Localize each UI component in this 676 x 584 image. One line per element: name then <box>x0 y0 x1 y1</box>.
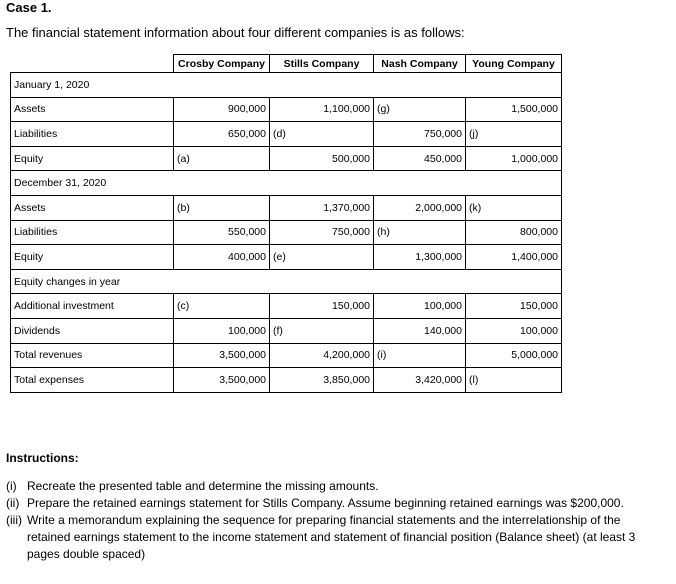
instruction-text: Recreate the presented table and determine the missing amounts. <box>27 479 379 493</box>
section-heading-row <box>11 269 562 294</box>
row-label: Assets <box>11 195 174 220</box>
cell-crosby: (b) <box>174 195 270 220</box>
instructions-list <box>6 478 666 563</box>
cell-nash: 750,000 <box>374 122 466 147</box>
cell-stills: 1,100,000 <box>270 97 374 122</box>
empty-cell <box>466 171 562 196</box>
cell-stills: 3,850,000 <box>270 368 374 393</box>
section-heading: January 1, 2020 <box>11 73 174 98</box>
row-label: Dividends <box>11 318 174 343</box>
instruction-number: (iii) <box>6 513 22 527</box>
cell-young: 1,000,000 <box>466 146 562 171</box>
table-row <box>11 122 562 147</box>
instruction-number: (i) <box>6 479 17 493</box>
instruction-text: Prepare the retained earnings statement for Stills Company. Assume beginning retained earnings was $200,000. <box>27 496 624 510</box>
cell-crosby: 650,000 <box>174 122 270 147</box>
empty-cell <box>466 269 562 294</box>
header-blank <box>11 55 174 73</box>
row-label: Liabilities <box>11 220 174 245</box>
empty-cell <box>374 73 466 98</box>
section-heading-row <box>11 73 562 98</box>
cell-stills: (f) <box>270 318 374 343</box>
cell-young: (j) <box>466 122 562 147</box>
table-row <box>11 146 562 171</box>
instruction-item <box>6 512 666 563</box>
cell-stills: 4,200,000 <box>270 343 374 368</box>
cell-crosby: 3,500,000 <box>174 343 270 368</box>
empty-cell <box>270 73 374 98</box>
empty-cell <box>374 171 466 196</box>
cell-stills: (d) <box>270 122 374 147</box>
financial-table <box>10 54 562 393</box>
table-row <box>11 220 562 245</box>
instruction-item <box>6 495 666 512</box>
cell-crosby: 100,000 <box>174 318 270 343</box>
table-header-row <box>11 55 562 73</box>
row-label: Total revenues <box>11 343 174 368</box>
empty-cell <box>174 73 270 98</box>
cell-nash: 3,420,000 <box>374 368 466 393</box>
row-label: Additional investment <box>11 294 174 319</box>
section-heading: Equity changes in year <box>11 269 174 294</box>
row-label: Equity <box>11 245 174 270</box>
cell-nash: (i) <box>374 343 466 368</box>
cell-crosby: 400,000 <box>174 245 270 270</box>
instruction-text: Write a memorandum explaining the sequence for preparing financial statements and the interrelationship of the retained earnings statement to the income statement and statement of financial position (Balance sheet) (at least 3 pages double spaced) <box>27 513 636 561</box>
cell-young: (k) <box>466 195 562 220</box>
section-heading: December 31, 2020 <box>11 171 174 196</box>
cell-stills: 1,370,000 <box>270 195 374 220</box>
row-label: Assets <box>11 97 174 122</box>
section-heading-row <box>11 171 562 196</box>
col-header-crosby: Crosby Company <box>174 55 270 73</box>
col-header-young: Young Company <box>466 55 562 73</box>
cell-young: 1,500,000 <box>466 97 562 122</box>
row-label: Liabilities <box>11 122 174 147</box>
table-row <box>11 195 562 220</box>
empty-cell <box>174 171 270 196</box>
row-label: Equity <box>11 146 174 171</box>
cell-nash: (g) <box>374 97 466 122</box>
empty-cell <box>374 269 466 294</box>
cell-young: 1,400,000 <box>466 245 562 270</box>
col-header-stills: Stills Company <box>270 55 374 73</box>
cell-crosby: 900,000 <box>174 97 270 122</box>
instruction-item <box>6 478 666 495</box>
cell-crosby: 550,000 <box>174 220 270 245</box>
case-title: Case 1. <box>6 0 52 15</box>
table-row <box>11 97 562 122</box>
cell-crosby: (a) <box>174 146 270 171</box>
cell-young: (l) <box>466 368 562 393</box>
cell-stills: 750,000 <box>270 220 374 245</box>
empty-cell <box>466 73 562 98</box>
cell-crosby: 3,500,000 <box>174 368 270 393</box>
cell-stills: (e) <box>270 245 374 270</box>
cell-nash: 100,000 <box>374 294 466 319</box>
col-header-nash: Nash Company <box>374 55 466 73</box>
cell-stills: 150,000 <box>270 294 374 319</box>
cell-young: 100,000 <box>466 318 562 343</box>
empty-cell <box>270 171 374 196</box>
empty-cell <box>270 269 374 294</box>
table-row <box>11 294 562 319</box>
intro-text: The financial statement information about four different companies is as follows: <box>6 25 465 40</box>
table-row <box>11 318 562 343</box>
cell-nash: 450,000 <box>374 146 466 171</box>
cell-young: 800,000 <box>466 220 562 245</box>
instructions-title: Instructions: <box>6 451 79 465</box>
cell-young: 5,000,000 <box>466 343 562 368</box>
table-row <box>11 368 562 393</box>
cell-nash: 2,000,000 <box>374 195 466 220</box>
cell-crosby: (c) <box>174 294 270 319</box>
cell-young: 150,000 <box>466 294 562 319</box>
cell-nash: (h) <box>374 220 466 245</box>
cell-nash: 1,300,000 <box>374 245 466 270</box>
row-label: Total expenses <box>11 368 174 393</box>
cell-stills: 500,000 <box>270 146 374 171</box>
table-row <box>11 245 562 270</box>
table-row <box>11 343 562 368</box>
cell-nash: 140,000 <box>374 318 466 343</box>
instruction-number: (ii) <box>6 496 20 510</box>
empty-cell <box>174 269 270 294</box>
